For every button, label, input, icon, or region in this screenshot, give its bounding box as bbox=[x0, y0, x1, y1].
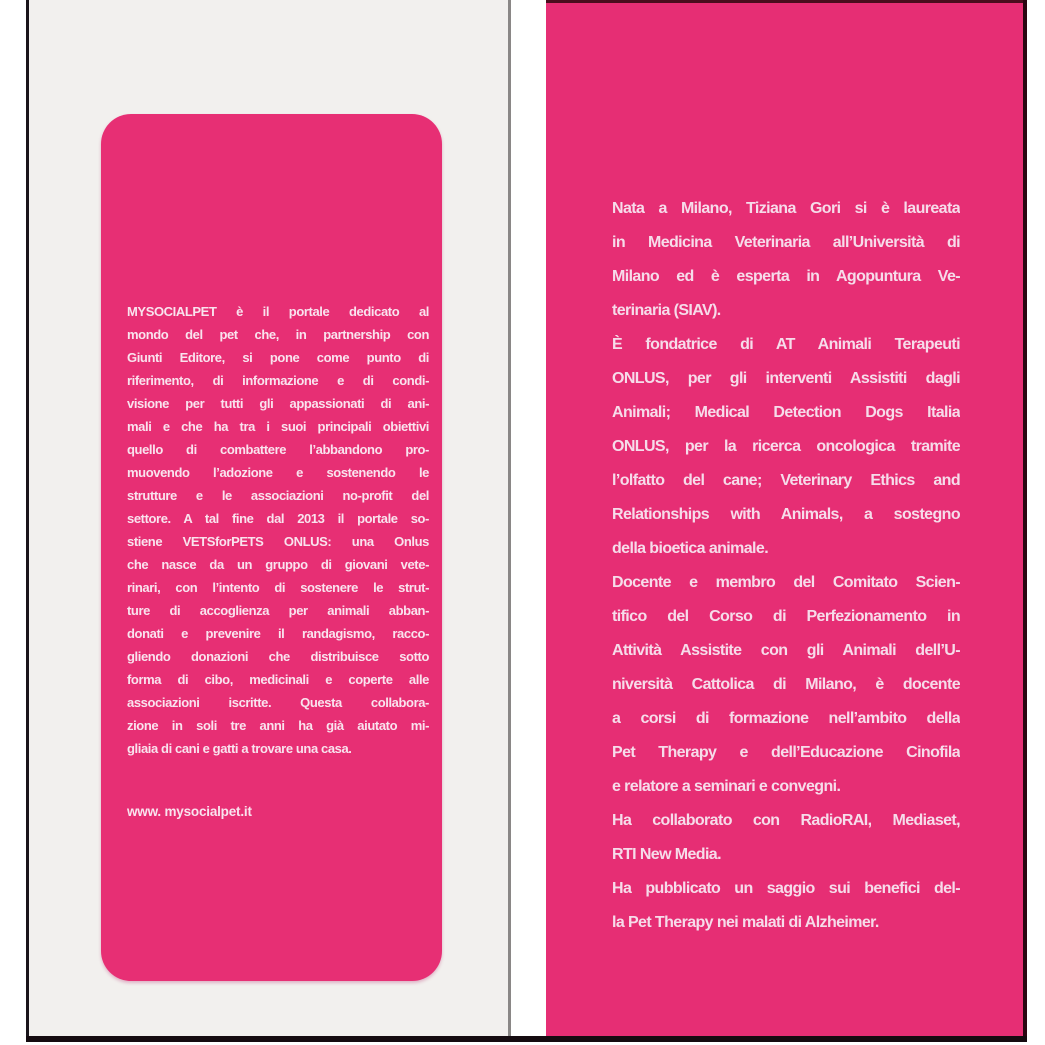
text-line: MYSOCIALPET è il portale dedicato al bbox=[127, 304, 429, 319]
text-line: Ha collaborato con RadioRAI, Mediaset, bbox=[612, 812, 960, 829]
text-line: e relatore a seminari e convegni. bbox=[612, 778, 841, 795]
text-line: visione per tutti gli appassionati di ani- bbox=[127, 396, 429, 411]
fold-divider-line bbox=[508, 0, 511, 1036]
text-line: Animali; Medical Detection Dogs Italia bbox=[612, 404, 960, 421]
text-line: Giunti Editore, si pone come punto di bbox=[127, 350, 429, 365]
mysocialpet-paragraph bbox=[127, 300, 429, 760]
text-line: ture di accoglienza per animali abban- bbox=[127, 603, 429, 618]
text-line: Relationships with Animals, a sostegno bbox=[612, 506, 960, 523]
text-line: che nasce da un gruppo di giovani vete- bbox=[127, 557, 429, 572]
text-line: stiene VETSforPETS ONLUS: una Onlus bbox=[127, 534, 429, 549]
text-line: l’olfatto del cane; Veterinary Ethics and bbox=[612, 472, 960, 489]
cover-right-edge bbox=[1023, 0, 1027, 1042]
text-line: a corsi di formazione nell’ambito della bbox=[612, 710, 960, 727]
text-line: Pet Therapy e dell’Educazione Cinofila bbox=[612, 744, 960, 761]
cover-left-edge bbox=[26, 0, 29, 1042]
text-line: zione in soli tre anni ha già aiutato mi- bbox=[127, 718, 429, 733]
website-url-text: www. mysocialpet.it bbox=[127, 804, 252, 819]
text-line: RTI New Media. bbox=[612, 846, 721, 863]
text-line: gliendo donazioni che distribuisce sotto bbox=[127, 649, 429, 664]
text-line: ONLUS, per la ricerca oncologica tramite bbox=[612, 438, 960, 455]
cover-bottom-edge bbox=[26, 1036, 1027, 1042]
text-line: Milano ed è esperta in Agopuntura Ve- bbox=[612, 268, 960, 285]
text-line: strutture e le associazioni no-profit del bbox=[127, 488, 429, 503]
mysocialpet-info-box bbox=[101, 114, 442, 981]
text-line: associazioni iscritte. Questa collabora- bbox=[127, 695, 429, 710]
text-line: tifico del Corso di Perfezionamento in bbox=[612, 608, 960, 625]
text-line: forma di cibo, medicinali e coperte alle bbox=[127, 672, 429, 687]
text-line: settore. A tal fine dal 2013 il portale so- bbox=[127, 511, 429, 526]
text-line: È fondatrice di AT Animali Terapeuti bbox=[612, 336, 960, 353]
text-line: gliaia di cani e gatti a trovare una casa. bbox=[127, 741, 352, 756]
text-line: la Pet Therapy nei malati di Alzheimer. bbox=[612, 914, 879, 931]
text-line: Attività Assistite con gli Animali dell’U- bbox=[612, 642, 960, 659]
left-flap-page bbox=[29, 0, 508, 1036]
text-line: ONLUS, per gli interventi Assistiti dagli bbox=[612, 370, 960, 387]
text-line: quello di combattere l’abbandono pro- bbox=[127, 442, 429, 457]
text-line: Ha pubblicato un saggio sui benefici del- bbox=[612, 880, 960, 897]
text-line: muovendo l’adozione e sostenendo le bbox=[127, 465, 429, 480]
text-line: riferimento, di informazione e di condi- bbox=[127, 373, 429, 388]
text-line: donati e prevenire il randagismo, racco- bbox=[127, 626, 429, 641]
text-line: Nata a Milano, Tiziana Gori si è laureata bbox=[612, 200, 960, 217]
text-line: della bioetica animale. bbox=[612, 540, 769, 557]
text-line: Docente e membro del Comitato Scien- bbox=[612, 574, 960, 591]
text-line: terinaria (SIAV). bbox=[612, 302, 721, 319]
text-line: rinari, con l’intento di sostenere le strut- bbox=[127, 580, 429, 595]
text-line: niversità Cattolica di Milano, è docente bbox=[612, 676, 960, 693]
author-bio-paragraphs bbox=[612, 192, 960, 940]
text-line: in Medicina Veterinaria all’Università di bbox=[612, 234, 960, 251]
text-line: mondo del pet che, in partnership con bbox=[127, 327, 429, 342]
text-line: mali e che ha tra i suoi principali obiettivi bbox=[127, 419, 429, 434]
right-flap-author-bio bbox=[546, 0, 1023, 1036]
